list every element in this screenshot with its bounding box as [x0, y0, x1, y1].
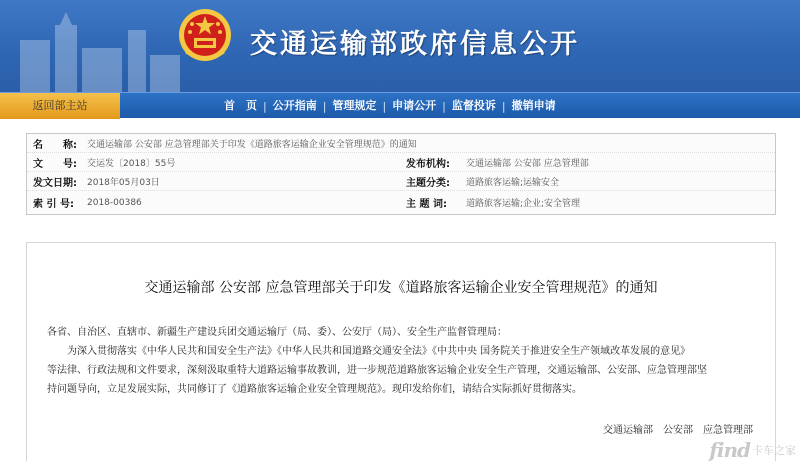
document-panel [26, 242, 776, 461]
meta-row-docno [27, 153, 775, 172]
watermark [709, 439, 796, 461]
issue-date-label: 发文日期: [33, 177, 77, 189]
index-number-value: 2018-00386 [87, 197, 142, 208]
nav-separator: | [382, 99, 387, 113]
watermark-logo: find [709, 438, 750, 461]
main-navbar [0, 92, 800, 118]
meta-row-date [27, 172, 775, 191]
nav-menu [218, 93, 562, 119]
keywords-label: 主 题 词: [405, 199, 447, 210]
name-label: 名 称: [33, 139, 77, 151]
nav-item-apply[interactable]: 申请公开 [392, 99, 437, 112]
nav-item-guide[interactable]: 公开指南 [272, 99, 317, 112]
document-paragraph-line: 持问题导向，立足发展实际，共同修订了《道路旅客运输企业安全管理规范》。现印发给你们，请结合实际抓好贯彻落实。 [47, 384, 582, 395]
index-number-label: 索 引 号: [33, 199, 74, 210]
meta-row-index [27, 191, 775, 214]
issue-date-value: 2018年05月03日 [87, 177, 160, 188]
nav-separator: | [322, 99, 327, 113]
document-paragraph-line: 为深入贯彻落实《中华人民共和国安全生产法》《中华人民共和国道路交通安全法》《中共中央 国务院关于推进安全生产领域改革发展的意见》 [67, 346, 691, 357]
doc-number-label: 文 号: [33, 158, 77, 170]
national-emblem-icon [176, 6, 234, 66]
nav-separator: | [263, 99, 267, 113]
nav-item-home[interactable]: 首 页 [224, 99, 257, 112]
issuer-label: 发布机构: [405, 158, 450, 170]
watermark-text: 卡车之家 [752, 444, 796, 457]
issuer-value: 交通运输部 公安部 应急管理部 [465, 158, 589, 169]
document-signature: 交通运输部 公安部 应急管理部 [603, 425, 753, 436]
nav-item-regulations[interactable]: 管理规定 [332, 99, 377, 112]
site-title: 交通运输部政府信息公开 [250, 29, 580, 60]
nav-separator: | [501, 99, 506, 113]
name-value: 交通运输部 公安部 应急管理部关于印发《道路旅客运输企业安全管理规范》的通知 [87, 139, 417, 150]
document-salutation: 各省、自治区、直辖市、新疆生产建设兵团交通运输厅（局、委）、公安厅（局）、安全生产监督管理局： [47, 327, 507, 338]
nav-item-complaint[interactable]: 监督投诉 [451, 99, 496, 112]
document-title: 交通运输部 公安部 应急管理部关于印发《道路旅客运输企业安全管理规范》的通知 [144, 280, 658, 296]
keywords-value: 道路旅客运输;企业;安全管理 [465, 199, 581, 209]
return-to-main-site-button[interactable]: 返回部主站 [0, 93, 120, 119]
header-banner [0, 0, 800, 92]
nav-item-withdraw[interactable]: 撤销申请 [511, 99, 556, 112]
document-metadata-table [26, 133, 776, 215]
category-label: 主题分类: [405, 177, 450, 189]
meta-row-name [27, 134, 775, 153]
doc-number-value: 交运发〔2018〕55号 [87, 158, 176, 169]
document-body [47, 323, 767, 399]
nav-separator: | [442, 99, 446, 113]
category-value: 道路旅客运输;运输安全 [465, 177, 560, 188]
document-paragraph-line: 等法律、行政法规和文件要求，深刻汲取重特大道路运输事故教训，进一步规范道路旅客运输企业安全生产管理，交通运输部、公安部、应急管理部坚 [47, 365, 707, 376]
